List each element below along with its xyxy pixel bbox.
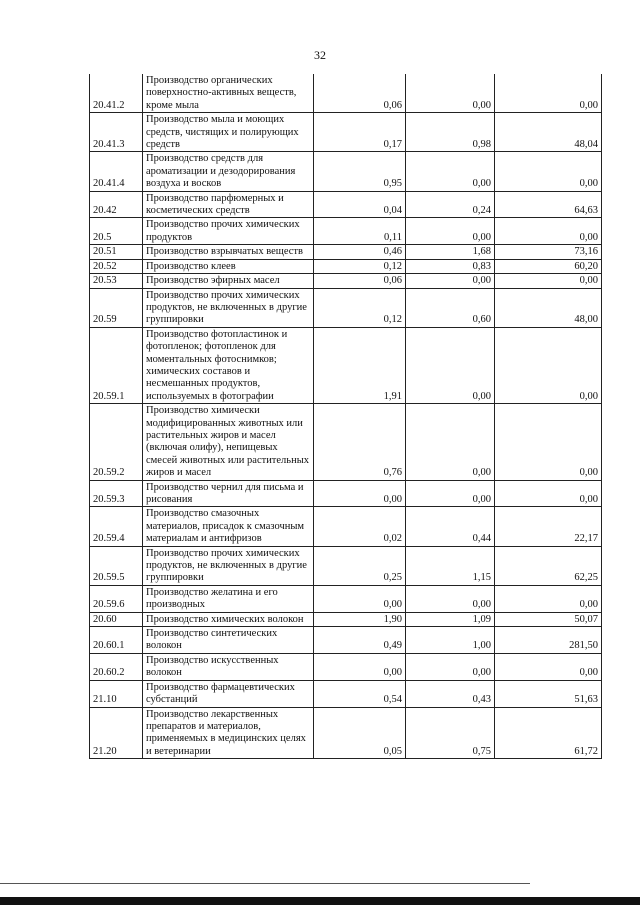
name-cell: Производство чернил для письма и рисования bbox=[143, 480, 314, 507]
code-cell: 20.41.3 bbox=[90, 113, 143, 152]
name-cell: Производство органических поверхностно-активных веществ, кроме мыла bbox=[143, 74, 314, 113]
value-2-cell: 0,75 bbox=[406, 707, 495, 759]
value-2-cell: 0,00 bbox=[406, 327, 495, 403]
value-1-cell: 0,00 bbox=[314, 585, 406, 612]
value-3-cell: 0,00 bbox=[495, 218, 602, 245]
value-3-cell: 0,00 bbox=[495, 152, 602, 191]
value-2-cell: 1,09 bbox=[406, 612, 495, 626]
value-3-cell: 60,20 bbox=[495, 259, 602, 273]
table-row bbox=[90, 113, 602, 152]
name-cell: Производство лекарственных препаратов и материалов, применяемых в медицинских целях и ветеринарии bbox=[143, 707, 314, 759]
name-cell: Производство прочих химических продуктов, не включенных в другие группировки bbox=[143, 546, 314, 585]
value-2-cell: 0,00 bbox=[406, 152, 495, 191]
value-1-cell: 0,02 bbox=[314, 507, 406, 546]
value-1-cell: 0,95 bbox=[314, 152, 406, 191]
name-cell: Производство клеев bbox=[143, 259, 314, 273]
value-1-cell: 0,12 bbox=[314, 288, 406, 327]
value-3-cell: 73,16 bbox=[495, 245, 602, 259]
value-3-cell: 0,00 bbox=[495, 404, 602, 480]
name-cell: Производство химических волокон bbox=[143, 612, 314, 626]
page-number: 32 bbox=[314, 48, 326, 62]
code-cell: 20.41.4 bbox=[90, 152, 143, 191]
value-3-cell: 48,04 bbox=[495, 113, 602, 152]
value-1-cell: 0,49 bbox=[314, 627, 406, 654]
value-2-cell: 0,43 bbox=[406, 680, 495, 707]
code-cell: 20.59.2 bbox=[90, 404, 143, 480]
value-1-cell: 0,00 bbox=[314, 653, 406, 680]
value-1-cell: 0,06 bbox=[314, 74, 406, 113]
code-cell: 20.59.1 bbox=[90, 327, 143, 403]
value-3-cell: 281,50 bbox=[495, 627, 602, 654]
value-2-cell: 0,83 bbox=[406, 259, 495, 273]
value-1-cell: 0,06 bbox=[314, 274, 406, 288]
name-cell: Производство синтетических волокон bbox=[143, 627, 314, 654]
table-row bbox=[90, 218, 602, 245]
table-row bbox=[90, 274, 602, 288]
value-2-cell: 1,68 bbox=[406, 245, 495, 259]
value-1-cell: 1,91 bbox=[314, 327, 406, 403]
value-3-cell: 0,00 bbox=[495, 74, 602, 113]
name-cell: Производство мыла и моющих средств, чистящих и полирующих средств bbox=[143, 113, 314, 152]
name-cell: Производство фармацевтических субстанций bbox=[143, 680, 314, 707]
code-cell: 20.42 bbox=[90, 191, 143, 218]
name-cell: Производство средств для ароматизации и дезодорирования воздуха и восков bbox=[143, 152, 314, 191]
value-2-cell: 0,00 bbox=[406, 653, 495, 680]
table-row bbox=[90, 327, 602, 403]
value-1-cell: 0,12 bbox=[314, 259, 406, 273]
value-1-cell: 0,05 bbox=[314, 707, 406, 759]
data-table bbox=[89, 74, 602, 759]
code-cell: 20.60 bbox=[90, 612, 143, 626]
value-3-cell: 22,17 bbox=[495, 507, 602, 546]
value-1-cell: 0,54 bbox=[314, 680, 406, 707]
table-row bbox=[90, 707, 602, 759]
code-cell: 20.60.1 bbox=[90, 627, 143, 654]
code-cell: 21.20 bbox=[90, 707, 143, 759]
value-2-cell: 0,44 bbox=[406, 507, 495, 546]
value-3-cell: 0,00 bbox=[495, 653, 602, 680]
bottom-scan-band bbox=[0, 897, 640, 905]
table-row bbox=[90, 259, 602, 273]
code-cell: 20.59.3 bbox=[90, 480, 143, 507]
value-1-cell: 0,25 bbox=[314, 546, 406, 585]
code-cell: 20.5 bbox=[90, 218, 143, 245]
value-1-cell: 0,00 bbox=[314, 480, 406, 507]
value-2-cell: 0,60 bbox=[406, 288, 495, 327]
value-2-cell: 1,15 bbox=[406, 546, 495, 585]
table-row bbox=[90, 653, 602, 680]
table-row bbox=[90, 612, 602, 626]
value-2-cell: 0,24 bbox=[406, 191, 495, 218]
value-2-cell: 0,00 bbox=[406, 480, 495, 507]
code-cell: 20.53 bbox=[90, 274, 143, 288]
value-1-cell: 0,04 bbox=[314, 191, 406, 218]
value-2-cell: 0,98 bbox=[406, 113, 495, 152]
value-3-cell: 0,00 bbox=[495, 274, 602, 288]
code-cell: 21.10 bbox=[90, 680, 143, 707]
table-row bbox=[90, 546, 602, 585]
name-cell: Производство парфюмерных и косметических средств bbox=[143, 191, 314, 218]
value-2-cell: 0,00 bbox=[406, 585, 495, 612]
value-3-cell: 51,63 bbox=[495, 680, 602, 707]
value-2-cell: 0,00 bbox=[406, 274, 495, 288]
table-row bbox=[90, 585, 602, 612]
value-2-cell: 0,00 bbox=[406, 404, 495, 480]
value-3-cell: 0,00 bbox=[495, 585, 602, 612]
value-2-cell: 0,00 bbox=[406, 74, 495, 113]
value-3-cell: 61,72 bbox=[495, 707, 602, 759]
table-row bbox=[90, 507, 602, 546]
name-cell: Производство искусственных волокон bbox=[143, 653, 314, 680]
value-3-cell: 50,07 bbox=[495, 612, 602, 626]
name-cell: Производство взрывчатых веществ bbox=[143, 245, 314, 259]
table-row bbox=[90, 288, 602, 327]
name-cell: Производство прочих химических продуктов, не включенных в другие группировки bbox=[143, 288, 314, 327]
code-cell: 20.52 bbox=[90, 259, 143, 273]
value-1-cell: 0,17 bbox=[314, 113, 406, 152]
value-1-cell: 0,46 bbox=[314, 245, 406, 259]
code-cell: 20.51 bbox=[90, 245, 143, 259]
value-1-cell: 0,76 bbox=[314, 404, 406, 480]
table-row bbox=[90, 404, 602, 480]
table-row bbox=[90, 627, 602, 654]
table-row bbox=[90, 152, 602, 191]
table-row bbox=[90, 74, 602, 113]
value-3-cell: 48,00 bbox=[495, 288, 602, 327]
value-3-cell: 0,00 bbox=[495, 327, 602, 403]
name-cell: Производство химически модифицированных животных или растительных жиров и масел (включая олифу), непищевых смесей животных или растительных жиров и масел bbox=[143, 404, 314, 480]
code-cell: 20.59 bbox=[90, 288, 143, 327]
code-cell: 20.41.2 bbox=[90, 74, 143, 113]
value-2-cell: 1,00 bbox=[406, 627, 495, 654]
code-cell: 20.59.6 bbox=[90, 585, 143, 612]
table-row bbox=[90, 480, 602, 507]
value-3-cell: 62,25 bbox=[495, 546, 602, 585]
table-row bbox=[90, 680, 602, 707]
value-3-cell: 64,63 bbox=[495, 191, 602, 218]
name-cell: Производство эфирных масел bbox=[143, 274, 314, 288]
name-cell: Производство смазочных материалов, присадок к смазочным материалам и антифризов bbox=[143, 507, 314, 546]
code-cell: 20.59.4 bbox=[90, 507, 143, 546]
table-row bbox=[90, 245, 602, 259]
code-cell: 20.59.5 bbox=[90, 546, 143, 585]
table-body bbox=[90, 74, 602, 759]
value-1-cell: 0,11 bbox=[314, 218, 406, 245]
name-cell: Производство фотопластинок и фотопленок; фотопленок для моментальных фотоснимков; химических составов и несмешанных продуктов, используемых в фотографии bbox=[143, 327, 314, 403]
code-cell: 20.60.2 bbox=[90, 653, 143, 680]
name-cell: Производство желатина и его производных bbox=[143, 585, 314, 612]
value-2-cell: 0,00 bbox=[406, 218, 495, 245]
value-1-cell: 1,90 bbox=[314, 612, 406, 626]
name-cell: Производство прочих химических продуктов bbox=[143, 218, 314, 245]
value-3-cell: 0,00 bbox=[495, 480, 602, 507]
table-row bbox=[90, 191, 602, 218]
